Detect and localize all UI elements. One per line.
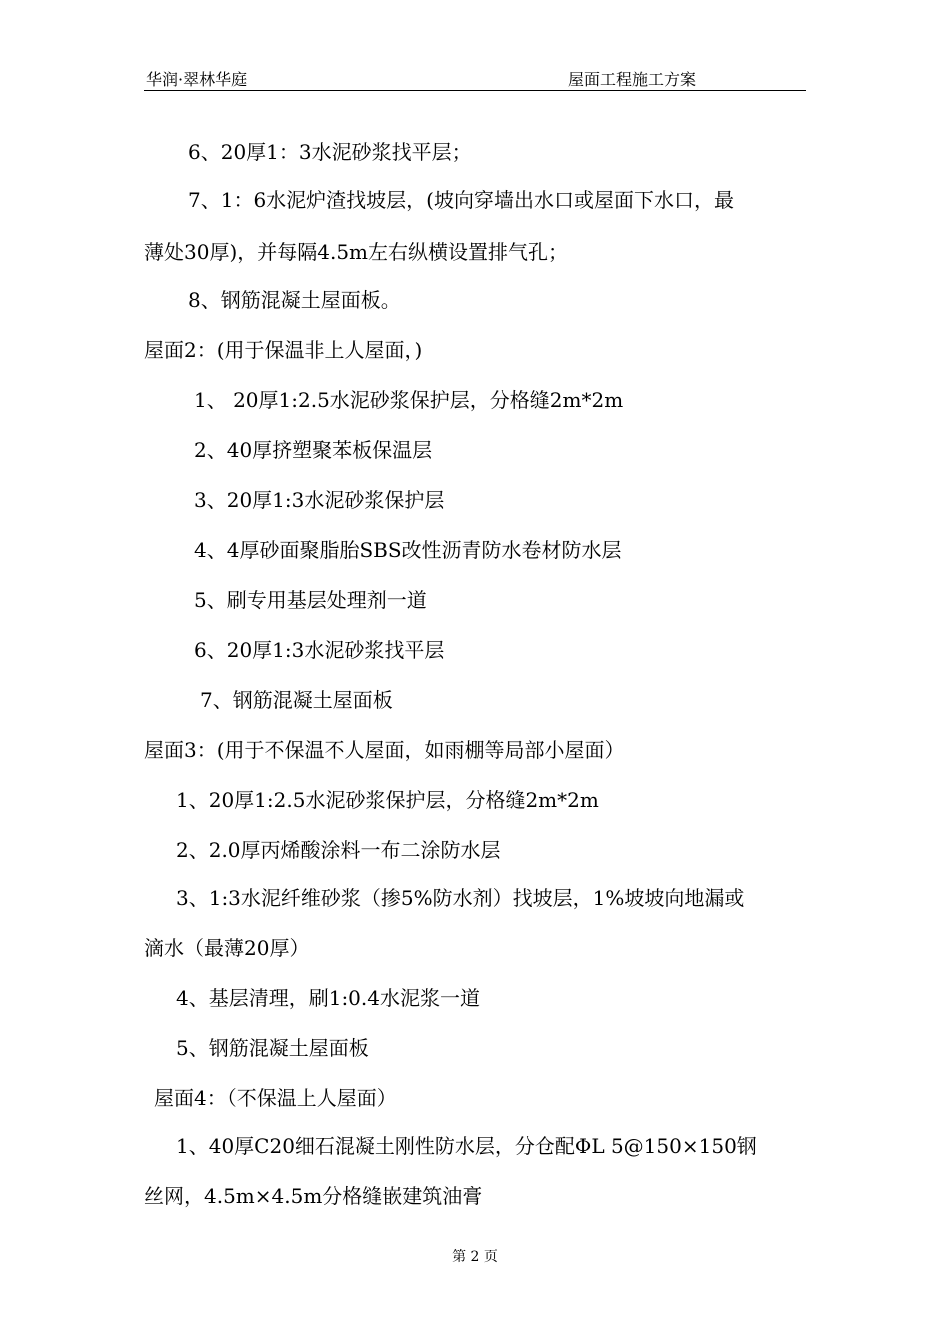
body-line: 薄处30厚)，并每隔4.5m左右纵横设置排气孔； xyxy=(144,240,569,264)
body-line: 2、40厚挤塑聚苯板保温层 xyxy=(194,438,433,462)
body-line: 8、钢筋混凝土屋面板。 xyxy=(188,288,401,312)
body-line: 6、20厚1：3水泥砂浆找平层； xyxy=(188,140,472,164)
body-line: 7、1：6水泥炉渣找坡层，(坡向穿墙出水口或屋面下水口，最 xyxy=(188,188,734,212)
header-document-title: 屋面工程施工方案 xyxy=(568,70,697,89)
body-line: 滴水（最薄20厚） xyxy=(144,936,310,960)
section-heading: 屋面2：(用于保温非上人屋面，) xyxy=(144,338,423,362)
header-project-name: 华润·翠林华庭 xyxy=(146,70,248,89)
body-line: 1、 20厚1:2.5水泥砂浆保护层，分格缝2m*2m xyxy=(194,388,624,412)
body-line: 5、刷专用基层处理剂一道 xyxy=(194,588,427,612)
body-line: 1、20厚1:2.5水泥砂浆保护层，分格缝2m*2m xyxy=(176,788,599,812)
body-line: 7、钢筋混凝土屋面板 xyxy=(200,688,393,712)
body-line: 4、4厚砂面聚脂胎SBS改性沥青防水卷材防水层 xyxy=(194,538,622,562)
body-line: 6、20厚1:3水泥砂浆找平层 xyxy=(194,638,445,662)
body-line: 2、2.0厚丙烯酸涂料一布二涂防水层 xyxy=(176,838,501,862)
body-line: 丝网，4.5m×4.5m分格缝嵌建筑油膏 xyxy=(144,1184,483,1208)
page-number: 第 2 页 xyxy=(452,1249,498,1265)
body-line: 3、1:3水泥纤维砂浆（掺5%防水剂）找坡层，1%坡坡向地漏或 xyxy=(176,886,745,910)
body-line: 3、20厚1:3水泥砂浆保护层 xyxy=(194,488,445,512)
section-heading: 屋面4：（不保温上人屋面） xyxy=(154,1086,397,1110)
page-header xyxy=(144,64,806,91)
section-heading: 屋面3：(用于不保温不人屋面，如雨棚等局部小屋面） xyxy=(144,738,625,762)
body-line: 4、基层清理，刷1:0.4水泥浆一道 xyxy=(176,986,480,1010)
body-line: 1、40厚C20细石混凝土刚性防水层，分仓配ΦL 5@150×150钢 xyxy=(176,1134,757,1158)
body-line: 5、钢筋混凝土屋面板 xyxy=(176,1036,369,1060)
